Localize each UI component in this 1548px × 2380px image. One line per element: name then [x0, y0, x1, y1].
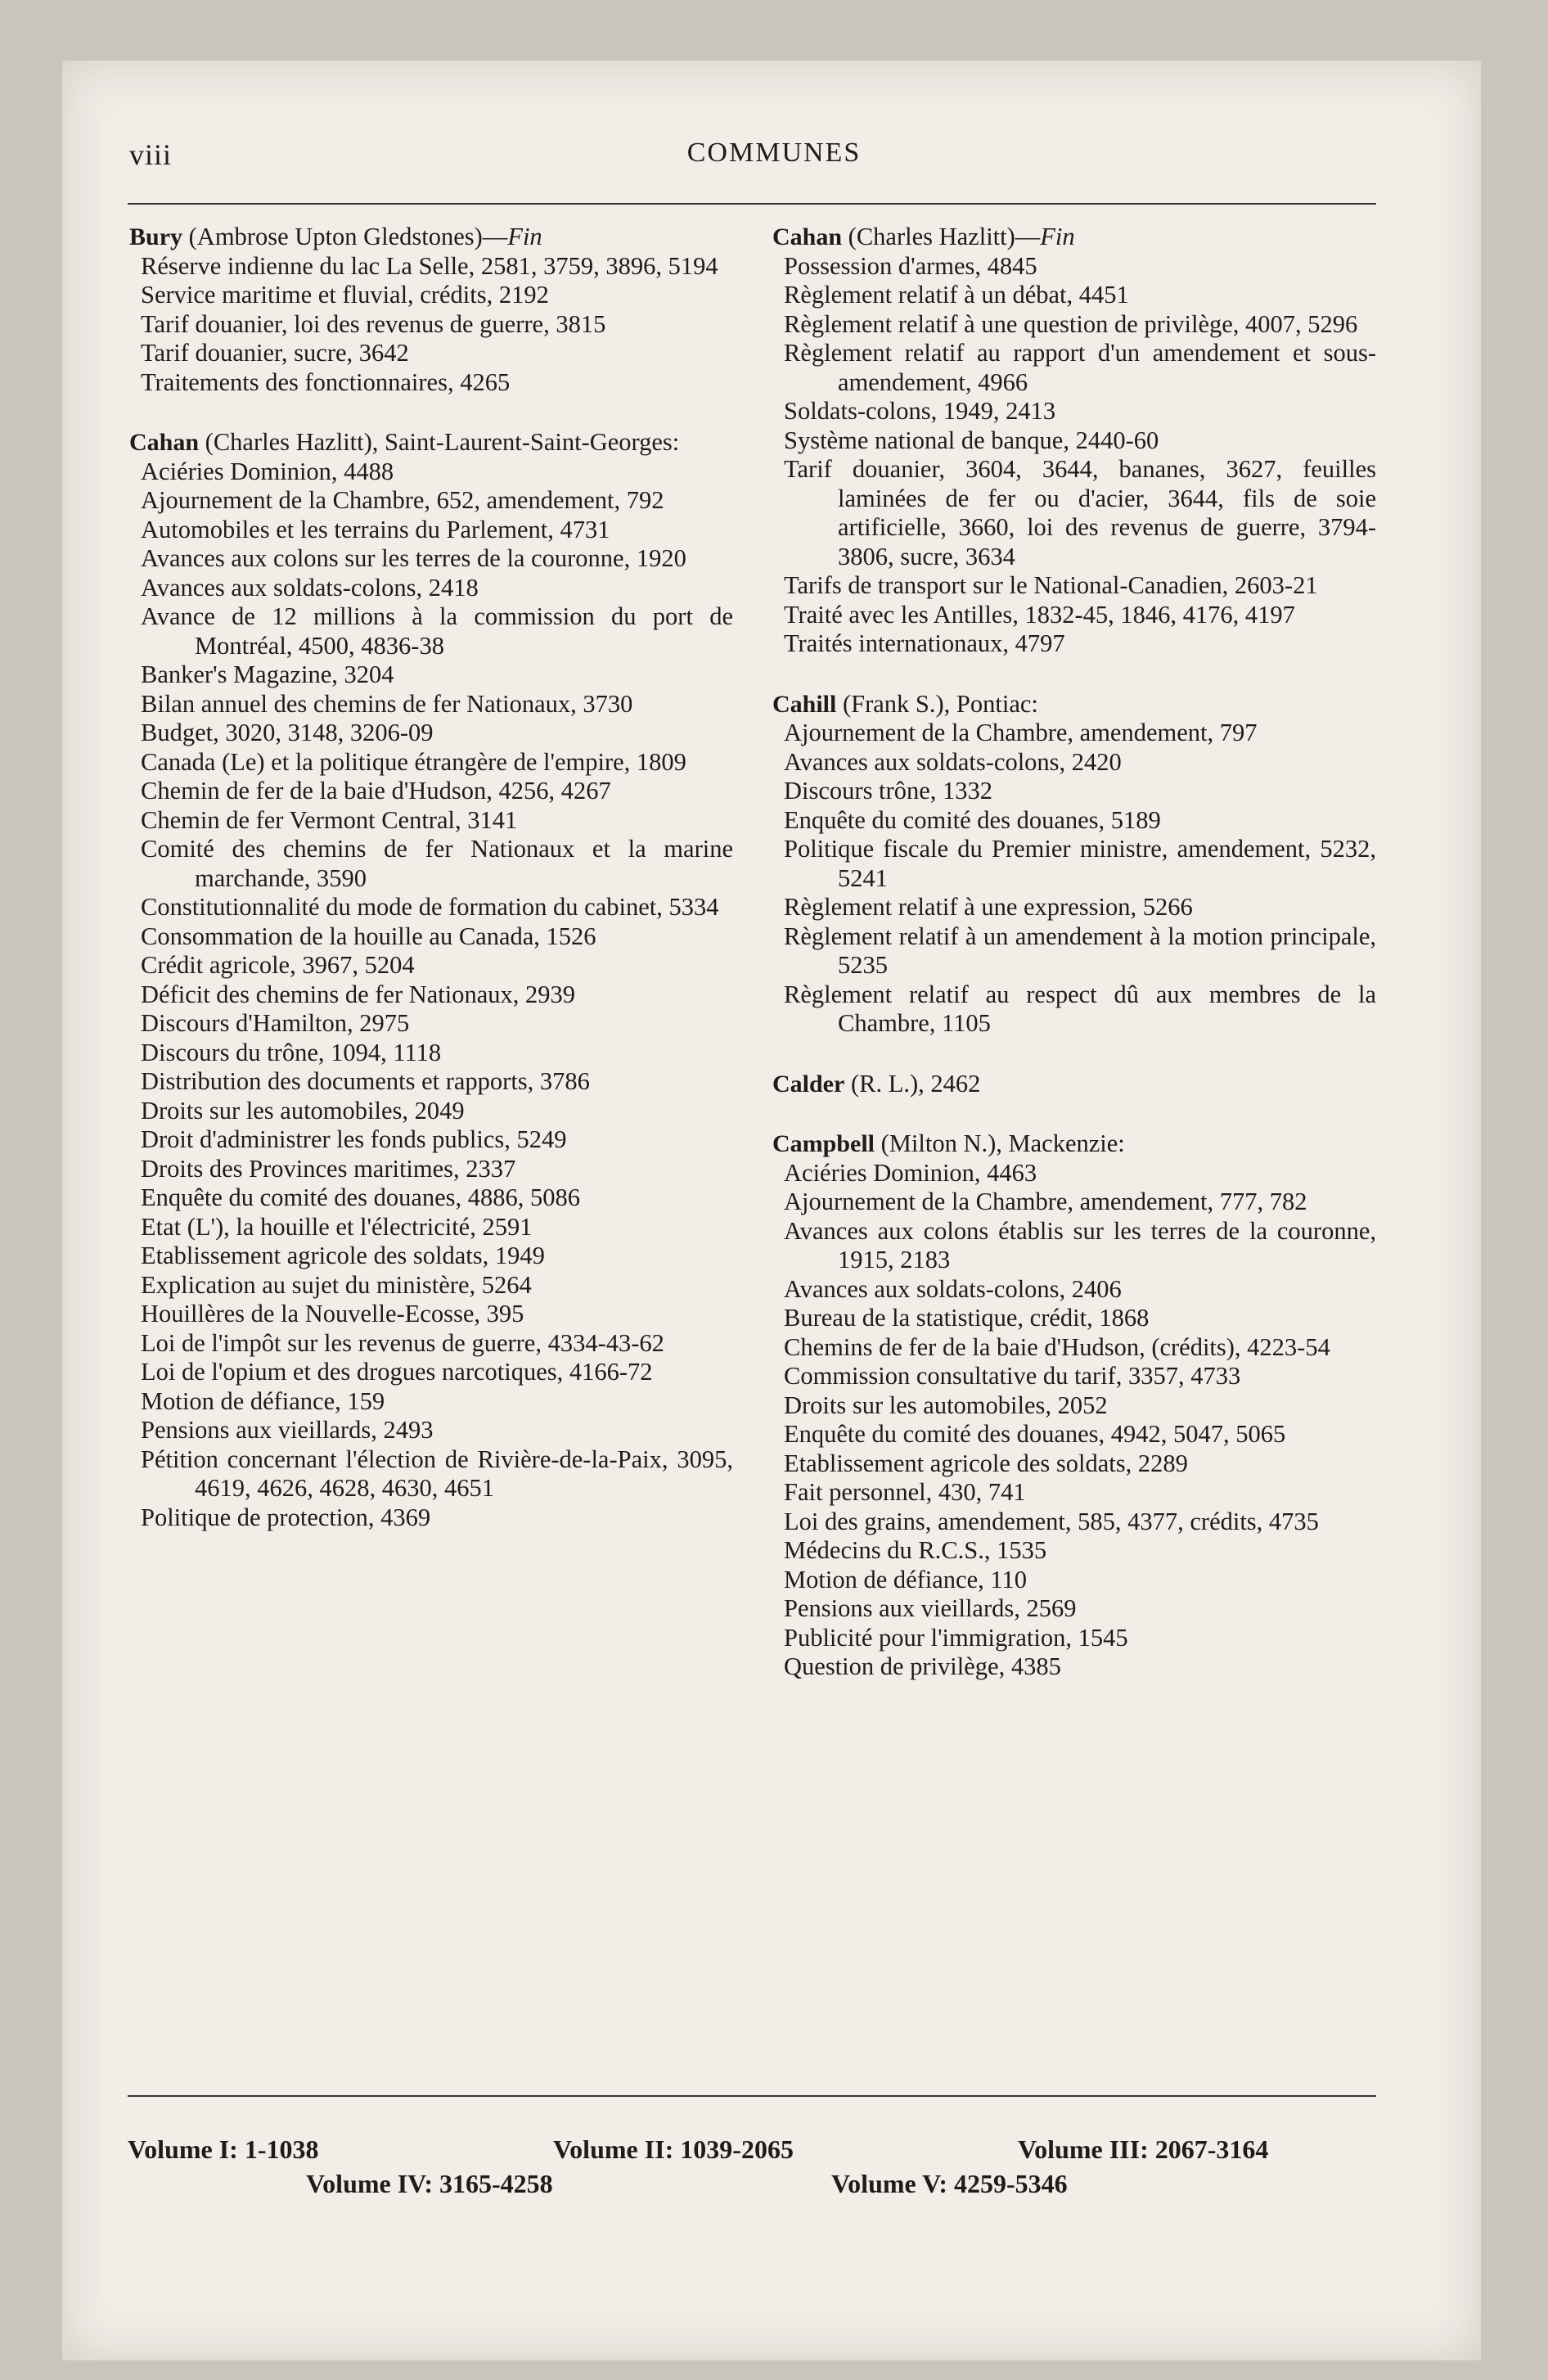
subject-reference: Chemin de fer de la baie d'Hudson, 4256, 4267 [141, 777, 611, 805]
subject-reference: Service maritime et fluvial, crédits, 2192 [141, 281, 549, 309]
member-detail: (Ambrose Upton Gledstones)— [188, 223, 508, 250]
subject-reference: Ajournement de la Chambre, amendement, 777, 782 [784, 1188, 1307, 1215]
index-entry [772, 1070, 1376, 1099]
subject-reference: Publicité pour l'immigration, 1545 [784, 1623, 1128, 1652]
member-name: Cahan [772, 223, 843, 250]
subject-reference: Etat (L'), la houille et l'électricité, 2591 [141, 1212, 533, 1241]
subject-reference: Constitutionnalité du mode de formation du cabinet, 5334 [141, 893, 719, 921]
entry-heading [772, 1070, 1376, 1099]
entry-heading [772, 690, 1376, 719]
subject-reference: Distribution des documents et rapports, 3786 [141, 1067, 590, 1095]
subject-reference: Bilan annuel des chemins de fer Nationaux, 3730 [141, 689, 633, 718]
left-column [129, 223, 733, 1563]
subject-reference: Aciéries Dominion, 4463 [784, 1158, 1037, 1187]
continuation-marker: Fin [1040, 223, 1075, 250]
subject-reference: Pétition concernant l'élection de Rivière-de-la-Paix, 3095, 4619, 4626, 4628, 4630, 4651 [141, 1445, 733, 1502]
subject-reference: Avances aux colons établis sur les terres de la couronne, 1915, 2183 [784, 1216, 1376, 1273]
subject-reference: Avances aux soldats-colons, 2406 [784, 1274, 1122, 1303]
index-entry [772, 690, 1376, 1039]
subject-reference: Motion de défiance, 110 [784, 1565, 1028, 1593]
running-head: COMMUNES [686, 137, 862, 168]
subject-reference: Question de privilège, 4385 [784, 1652, 1061, 1680]
page-number: viii [129, 138, 173, 171]
subject-reference: Discours d'Hamilton, 2975 [141, 1009, 410, 1037]
subject-reference: Droits des Provinces maritimes, 2337 [141, 1154, 516, 1183]
member-detail: (Charles Hazlitt)— [848, 223, 1041, 250]
volume-footer [128, 2128, 1379, 2226]
subject-reference: Ajournement de la Chambre, 652, amendement, 792 [141, 486, 664, 514]
right-column [772, 223, 1376, 1713]
subject-reference: Houillères de la Nouvelle-Ecosse, 395 [141, 1300, 524, 1327]
subject-reference: Enquête du comité des douanes, 5189 [784, 805, 1161, 834]
member-detail: (Frank S.), Pontiac: [842, 689, 1038, 718]
subject-reference: Avances aux colons sur les terres de la couronne, 1920 [141, 544, 686, 572]
subject-reference: Pensions aux vieillards, 2569 [784, 1594, 1077, 1622]
volume-3-range: Volume III: 2067-3164 [1018, 2134, 1269, 2164]
subject-reference: Règlement relatif à un débat, 4451 [784, 281, 1129, 309]
subject-reference: Banker's Magazine, 3204 [141, 660, 394, 688]
subject-reference: Règlement relatif à une expression, 5266 [784, 893, 1193, 921]
subject-reference: Droit d'administrer les fonds publics, 5249 [141, 1125, 567, 1153]
subject-reference: Tarif douanier, sucre, 3642 [141, 339, 409, 367]
member-name: Bury [129, 223, 183, 250]
subject-reference: Tarifs de transport sur le National-Canadien, 2603-21 [784, 571, 1318, 599]
subject-reference: Pensions aux vieillards, 2493 [141, 1416, 434, 1444]
subject-reference: Droits sur les automobiles, 2052 [784, 1391, 1108, 1419]
subject-reference: Motion de défiance, 159 [141, 1386, 385, 1415]
volume-2-range: Volume II: 1039-2065 [553, 2134, 794, 2164]
index-entry [129, 223, 733, 397]
volume-1-range: Volume I: 1-1038 [128, 2134, 319, 2164]
subject-reference: Tarif douanier, loi des revenus de guerre, 3815 [141, 309, 606, 338]
subject-reference: Règlement relatif à un amendement à la motion principale, 5235 [784, 922, 1376, 979]
entry-heading [129, 428, 733, 458]
index-entry [772, 223, 1376, 659]
subject-reference: Enquête du comité des douanes, 4886, 5086 [141, 1183, 581, 1211]
footer-rule [128, 2095, 1376, 2097]
subject-reference: Explication au sujet du ministère, 5264 [141, 1270, 532, 1299]
member-name: Calder [772, 1070, 845, 1098]
subject-reference: Traité avec les Antilles, 1832-45, 1846, 4176, 4197 [784, 600, 1295, 629]
subject-reference: Loi des grains, amendement, 585, 4377, crédits, 4735 [784, 1507, 1319, 1535]
volume-5-range: Volume V: 4259-5346 [831, 2169, 1068, 2198]
entry-heading [772, 1129, 1376, 1159]
subject-reference: Discours trône, 1332 [784, 777, 992, 805]
header-rule [128, 203, 1376, 205]
member-name: Campbell [772, 1130, 875, 1157]
subject-reference: Avances aux soldats-colons, 2420 [784, 747, 1122, 776]
subject-reference: Discours du trône, 1094, 1118 [141, 1038, 442, 1066]
subject-reference: Règlement relatif au respect dû aux membres de la Chambre, 1105 [784, 980, 1376, 1037]
subject-reference: Chemins de fer de la baie d'Hudson, (crédits), 4223-54 [784, 1332, 1330, 1361]
subject-reference: Avance de 12 millions à la commission du port de Montréal, 4500, 4836-38 [141, 602, 733, 660]
subject-reference: Commission consultative du tarif, 3357, 4733 [784, 1362, 1241, 1390]
entry-heading [772, 223, 1376, 252]
subject-reference: Déficit des chemins de fer Nationaux, 2939 [141, 980, 576, 1008]
subject-reference: Possession d'armes, 4845 [784, 251, 1037, 280]
subject-reference: Etablissement agricole des soldats, 1949 [141, 1242, 545, 1269]
subject-reference: Traités internationaux, 4797 [784, 629, 1065, 657]
subject-reference: Traitements des fonctionnaires, 4265 [141, 367, 511, 396]
index-entry [129, 428, 733, 1532]
entry-heading [129, 223, 733, 252]
subject-reference: Soldats-colons, 1949, 2413 [784, 397, 1056, 425]
volume-4-range: Volume IV: 3165-4258 [306, 2169, 553, 2198]
subject-reference: Règlement relatif à une question de privilège, 4007, 5296 [784, 309, 1358, 338]
subject-reference: Aciéries Dominion, 4488 [141, 457, 394, 485]
member-name: Cahan [129, 429, 200, 456]
subject-reference: Consommation de la houille au Canada, 1526 [141, 922, 596, 950]
subject-reference: Politique fiscale du Premier ministre, amendement, 5232, 5241 [784, 835, 1376, 892]
subject-reference: Loi de l'impôt sur les revenus de guerre, 4334-43-62 [141, 1328, 664, 1357]
subject-reference: Droits sur les automobiles, 2049 [141, 1096, 465, 1125]
subject-reference: Médecins du R.C.S., 1535 [784, 1536, 1047, 1564]
member-name: Cahill [772, 690, 837, 718]
subject-reference: Loi de l'opium et des drogues narcotiques, 4166-72 [141, 1358, 653, 1386]
subject-reference: Règlement relatif au rapport d'un amendement et sous-amendement, 4966 [784, 339, 1376, 396]
subject-reference: Crédit agricole, 3967, 5204 [141, 951, 415, 979]
continuation-marker: Fin [507, 223, 542, 250]
member-detail: (R. L.), 2462 [850, 1069, 981, 1098]
subject-reference: Chemin de fer Vermont Central, 3141 [141, 805, 518, 834]
index-entry [772, 1129, 1376, 1682]
subject-reference: Fait personnel, 430, 741 [784, 1478, 1026, 1506]
member-detail: (Charles Hazlitt), Saint-Laurent-Saint-Georges: [205, 428, 680, 456]
subject-reference: Budget, 3020, 3148, 3206-09 [141, 719, 434, 746]
subject-reference: Comité des chemins de fer Nationaux et la marine marchande, 3590 [141, 835, 733, 892]
subject-reference: Système national de banque, 2440-60 [784, 426, 1159, 454]
subject-reference: Enquête du comité des douanes, 4942, 5047, 5065 [784, 1420, 1286, 1448]
subject-reference: Automobiles et les terrains du Parlement, 4731 [141, 515, 610, 543]
member-detail: (Milton N.), Mackenzie: [880, 1129, 1125, 1157]
subject-reference: Canada (Le) et la politique étrangère de l'empire, 1809 [141, 747, 686, 776]
subject-reference: Avances aux soldats-colons, 2418 [141, 573, 479, 602]
subject-reference: Bureau de la statistique, crédit, 1868 [784, 1304, 1150, 1332]
subject-reference: Politique de protection, 4369 [141, 1503, 431, 1531]
subject-reference: Etablissement agricole des soldats, 2289 [784, 1449, 1188, 1477]
subject-reference: Tarif douanier, 3604, 3644, bananes, 3627, feuilles laminées de fer ou d'acier, 3644, fils de soie artificielle, 3660, loi des revenus de guerre, 3794-3806, sucre, 3634 [784, 455, 1376, 570]
subject-reference: Réserve indienne du lac La Selle, 2581, 3759, 3896, 5194 [141, 251, 718, 280]
subject-reference: Ajournement de la Chambre, amendement, 797 [784, 719, 1258, 746]
